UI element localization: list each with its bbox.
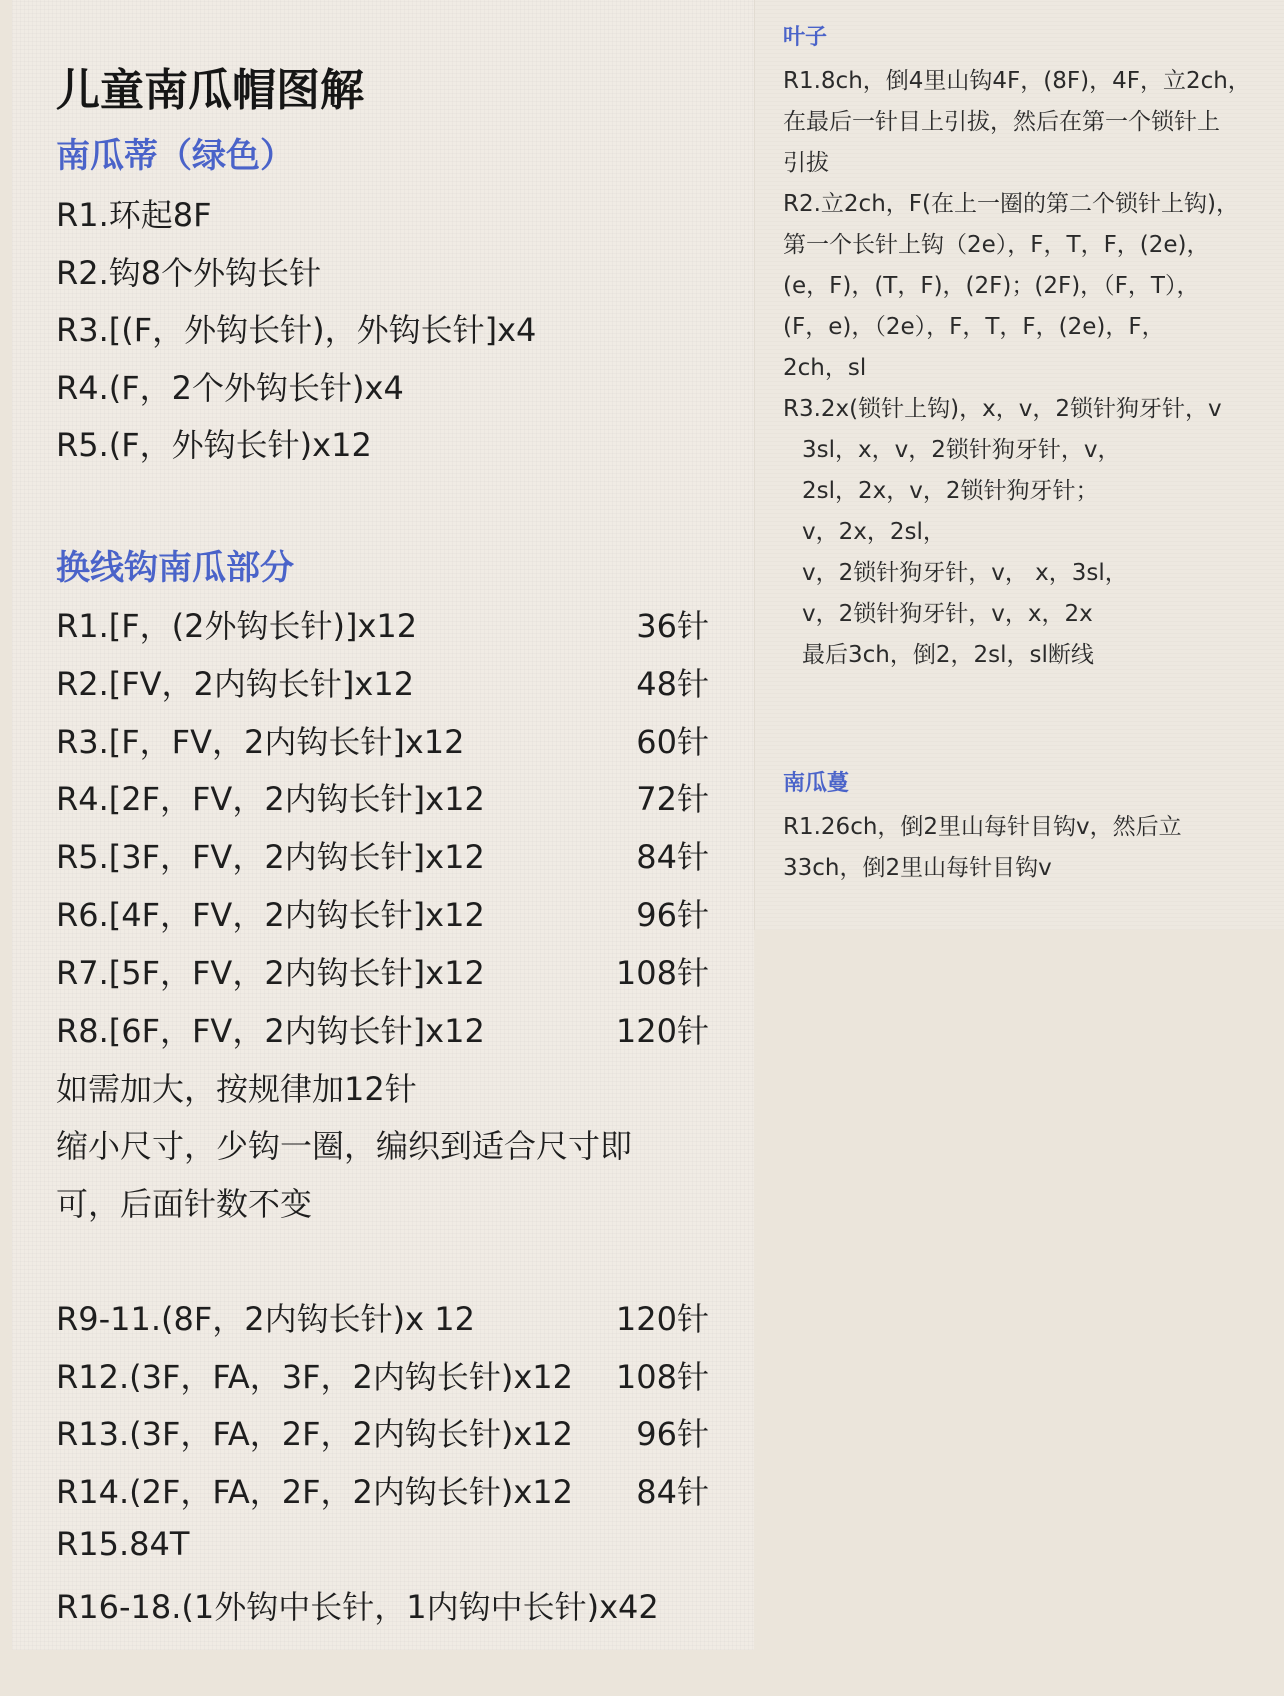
note-line: 可，后面针数不变 <box>56 1185 313 1223</box>
leaf-line: 2ch，sl <box>783 355 867 381</box>
leaf-line: 引拔 <box>783 150 829 176</box>
pumpkin-row: R16-18.(1外钩中长针，1内钩中长针)x42 <box>56 1588 659 1626</box>
leaf-line: v，2x，2sl， <box>802 519 946 545</box>
stitch-count: 72针 <box>636 780 709 818</box>
section-heading-stem: 南瓜蒂（绿色） <box>56 136 294 176</box>
leaf-line: 第一个长针上钩（2e），F，T，F，(2e)， <box>783 232 1210 258</box>
vine-line: 33ch，倒2里山每针目钩v <box>783 855 1052 881</box>
stitch-count: 60针 <box>636 723 709 761</box>
section-heading-pumpkin: 换线钩南瓜部分 <box>56 548 294 588</box>
stitch-count: 120针 <box>615 1300 709 1338</box>
pumpkin-row: R2.[FV，2内钩长针]x12 <box>56 665 415 703</box>
stitch-count: 36针 <box>636 607 709 645</box>
leaf-line: 2sl，2x，v，2锁针狗牙针； <box>802 478 1099 504</box>
leaf-line: (e，F)，(T，F)，(2F)；(2F)，（F，T）， <box>783 273 1200 299</box>
stem-row: R2.钩8个外钩长针 <box>56 254 322 292</box>
pumpkin-row: R12.(3F，FA，3F，2内钩长针)x12 <box>56 1358 574 1396</box>
stem-row: R3.[(F，外钩长针)，外钩长针]x4 <box>56 311 537 349</box>
pumpkin-row: R15.84T <box>56 1525 190 1563</box>
leaf-line: v，2锁针狗牙针，v，x，2x <box>802 601 1093 627</box>
pumpkin-row: R13.(3F，FA，2F，2内钩长针)x12 <box>56 1415 574 1453</box>
stitch-count: 96针 <box>636 896 709 934</box>
leaf-line: R2.立2ch，F(在上一圈的第二个锁针上钩)， <box>783 191 1239 217</box>
stitch-count: 48针 <box>636 665 709 703</box>
section-heading-leaf: 叶子 <box>783 25 828 50</box>
stitch-count: 84针 <box>636 1473 709 1511</box>
pumpkin-row: R5.[3F，FV，2内钩长针]x12 <box>56 838 485 876</box>
pumpkin-row: R3.[F，FV，2内钩长针]x12 <box>56 723 465 761</box>
leaf-line: v，2锁针狗牙针，v， x，3sl， <box>802 560 1128 586</box>
pumpkin-row: R4.[2F，FV，2内钩长针]x12 <box>56 780 485 818</box>
stitch-count: 84针 <box>636 838 709 876</box>
stitch-count: 108针 <box>615 1358 709 1396</box>
note-line: 缩小尺寸，少钩一圈，编织到适合尺寸即 <box>56 1127 633 1165</box>
pumpkin-row: R7.[5F，FV，2内钩长针]x12 <box>56 954 485 992</box>
stitch-count: 108针 <box>615 954 709 992</box>
leaf-line: 3sl，x，v，2锁针狗牙针，v， <box>802 437 1121 463</box>
pumpkin-row: R6.[4F，FV，2内钩长针]x12 <box>56 896 485 934</box>
stem-row: R1.环起8F <box>56 196 212 234</box>
page-title: 儿童南瓜帽图解 <box>56 65 364 116</box>
stitch-count: 96针 <box>636 1415 709 1453</box>
section-heading-vine: 南瓜蔓 <box>783 771 850 796</box>
leaf-line: 最后3ch，倒2，2sl，sl断线 <box>802 642 1094 668</box>
pumpkin-row: R9-11.(8F，2内钩长针)x 12 <box>56 1300 475 1338</box>
leaf-line: (F，e)，（2e），F，T，F，(2e)，F， <box>783 314 1165 340</box>
leaf-line: R3.2x(锁针上钩)，x，v，2锁针狗牙针，v <box>783 396 1222 422</box>
pumpkin-row: R14.(2F，FA，2F，2内钩长针)x12 <box>56 1473 574 1511</box>
leaf-line: 在最后一针目上引拔，然后在第一个锁针上 <box>783 109 1220 135</box>
stitch-count: 120针 <box>615 1012 709 1050</box>
pumpkin-row: R1.[F，(2外钩长针)]x12 <box>56 607 418 645</box>
pumpkin-row: R8.[6F，FV，2内钩长针]x12 <box>56 1012 485 1050</box>
note-line: 如需加大，按规律加12针 <box>56 1070 417 1108</box>
stem-row: R4.(F，2个外钩长针)x4 <box>56 369 404 407</box>
leaf-line: R1.8ch，倒4里山钩4F，(8F)，4F，立2ch， <box>783 68 1251 94</box>
vine-line: R1.26ch，倒2里山每针目钩v，然后立 <box>783 814 1182 840</box>
stem-row: R5.(F，外钩长针)x12 <box>56 426 372 464</box>
